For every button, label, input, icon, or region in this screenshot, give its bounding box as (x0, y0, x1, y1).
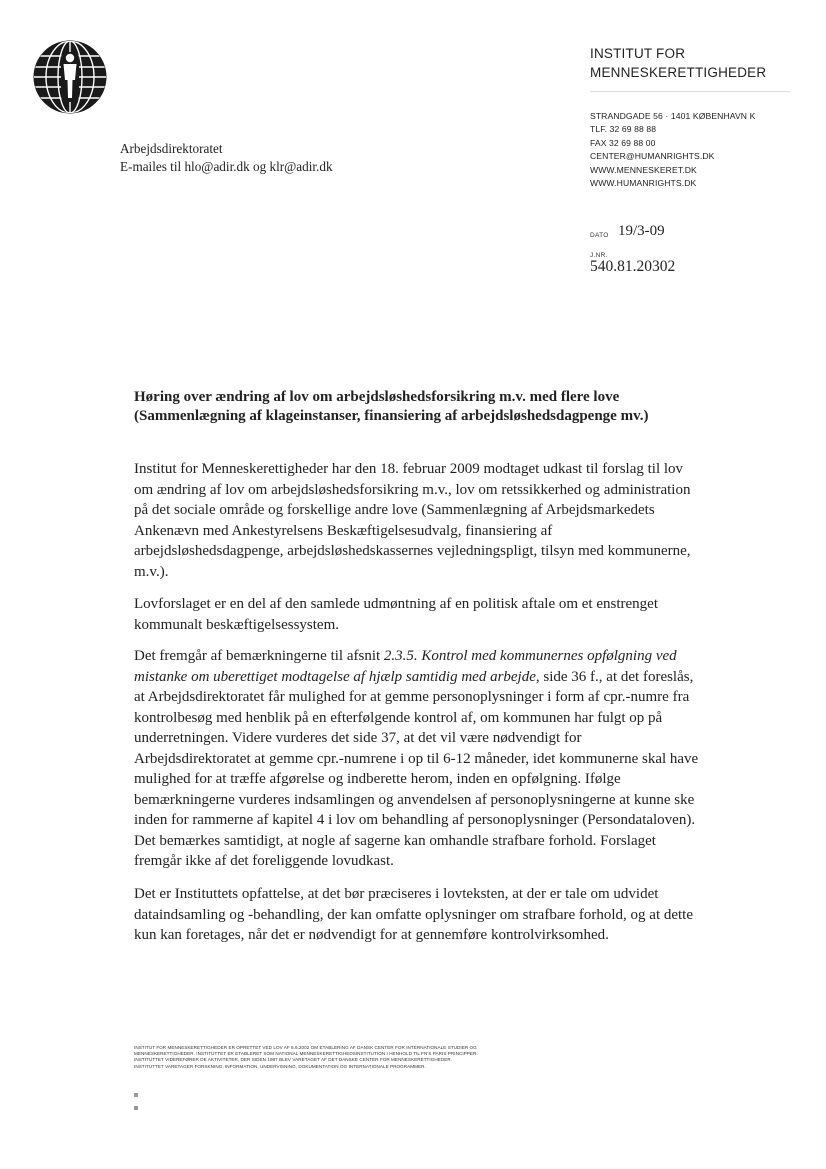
paragraph-3 (134, 646, 700, 872)
footer-marker (134, 1106, 138, 1110)
paragraph-4: Det er Instituttets opfattelse, at det bør præciseres i lovteksten, at der er tale om udvidet dataindsamling og -behandling, der kan omfatte oplysninger om strafbare forhold, og at dette kun kan foretages, når det er nødvendigt for at gennemføre kontrolvirksomhed. (134, 886, 694, 943)
paragraph-3-body: , side 36 f., at det foreslås, at Arbejdsdirektoratet får mulighed for at gemme personoplysninger i form af cpr.-numre fra kontrolbesøg med henblik på en efterfølgende kontrol af, om kommunen har fulgt op på underretningen. Videre vurderes det side 37, at det vil være nødvendigt for Arbejdsdirektoratet at gemme cpr.-numrene i op til 6-12 måneder, idet kommunerne skal have mulighed for at træffe afgørelse og indberette herom, inden en opfølgning. Ifølge bemærkningerne vurderes indsamlingen og anvendelsen af personoplysningerne at kunne ske inden for rammerne af kapitel 4 i lov om behandling af personoplysninger (Persondataloven). Det bemærkes samtidigt, at nogle af sagerne kan omhandle strafbare forhold. Forslaget fremgår ikke af det foreliggende lovudkast. (134, 668, 699, 869)
journal-number-value: 540.81.20302 (590, 258, 676, 275)
paragraph-1: Institut for Menneskerettigheder har den 18. februar 2009 modtaget udkast til forslag til lov om ændring af lov om arbejdsløshedsforsikring m.v., lov om retssikkerhed og administration på det sociale område og forskellige andre love (Sammenlægning af Arbejdsmarkedets Ankenævn med Ankestyrelsens Beskæftigelsesudvalg, finansiering af arbejdsløshedsdagpenge, arbejdsløshedskassernes vejledningspligt, tilsyn med kommunerne, m.v.). (134, 461, 691, 580)
contact-website-dk: WWW.MENNESKERET.DK (590, 164, 697, 175)
contact-block (590, 110, 755, 190)
contact-website-en: WWW.HUMANRIGHTS.DK (590, 178, 697, 189)
footer-line-3: INSTITUTTET VIDEREFØRER DE AKTIVITETER, DER SIDEN 1987 BLEV VARETAGET AF DET DANSKE CENTER FOR MENNESKERETTIGHEDER. (134, 1057, 453, 1063)
paragraph-3-intro: Det fremgår af bemærkningerne til afsnit (134, 648, 384, 664)
journal-number-label: J.NR. (590, 252, 608, 259)
footer-line-1: INSTITUT FOR MENNESKERETTIGHEDER ER OPRETTET VED LOV AF 6.6.2002 OM ETABLERING AF DANSK CENTER FOR INTERNATIONALE STUDIER OG (134, 1045, 477, 1050)
letter-heading: Høring over ændring af lov om arbejdsløshedsforsikring m.v. med flere love (Sammenlægning af klageinstanser, finansiering af arbejdsløshedsdagpenge mv.) (134, 389, 649, 424)
date-label: DATO (590, 232, 609, 239)
contact-phone: TLF. 32 69 88 88 (590, 124, 657, 135)
footer-line-2: MENNESKERETTIGHEDER. INSTITUTTET ER ETABLERET SOM NATIONAL MENNESKERETTIGHEDSINSTITUTION I HENHOLD TIL FN'S PARIS PRINCIPPER. (134, 1051, 478, 1057)
footer-marker (134, 1093, 138, 1097)
date-value: 19/3-09 (618, 223, 665, 239)
legal-footer (134, 1045, 694, 1070)
recipient-email-line: E-mailes til hlo@adir.dk og klr@adir.dk (120, 159, 333, 174)
contact-address: STRANDGADE 56 · 1401 KØBENHAVN K (590, 111, 756, 121)
institution-name-line2: MENNESKERETTIGHEDER (590, 65, 767, 80)
institution-name (590, 44, 766, 82)
footer-line-4: INSTITUTTET VARETAGER FORSKNING, INFORMATION, UNDERVISNING, DOKUMENTATION OG INTERNATIONALE PROGRAMMER. (134, 1063, 426, 1069)
contact-fax: FAX 32 69 88 00 (590, 137, 656, 148)
paragraph-2: Lovforslaget er en del af den samlede udmøntning af en politisk aftale om et enstrenget kommunalt beskæftigelsessystem. (134, 596, 658, 633)
person-icon (61, 52, 79, 102)
institute-logo (33, 40, 107, 114)
header-divider (590, 91, 790, 92)
contact-email: CENTER@HUMANRIGHTS.DK (590, 151, 715, 162)
section-reference: 2.3.5. Kontrol med kommunernes opfølgning ved mistanke om uberettiget modtagelse af hjælp samtidig med arbejde (134, 648, 677, 685)
institution-name-line1: INSTITUT FOR (590, 46, 686, 61)
recipient-name: Arbejdsdirektoratet (120, 141, 223, 156)
recipient-block (120, 140, 333, 176)
